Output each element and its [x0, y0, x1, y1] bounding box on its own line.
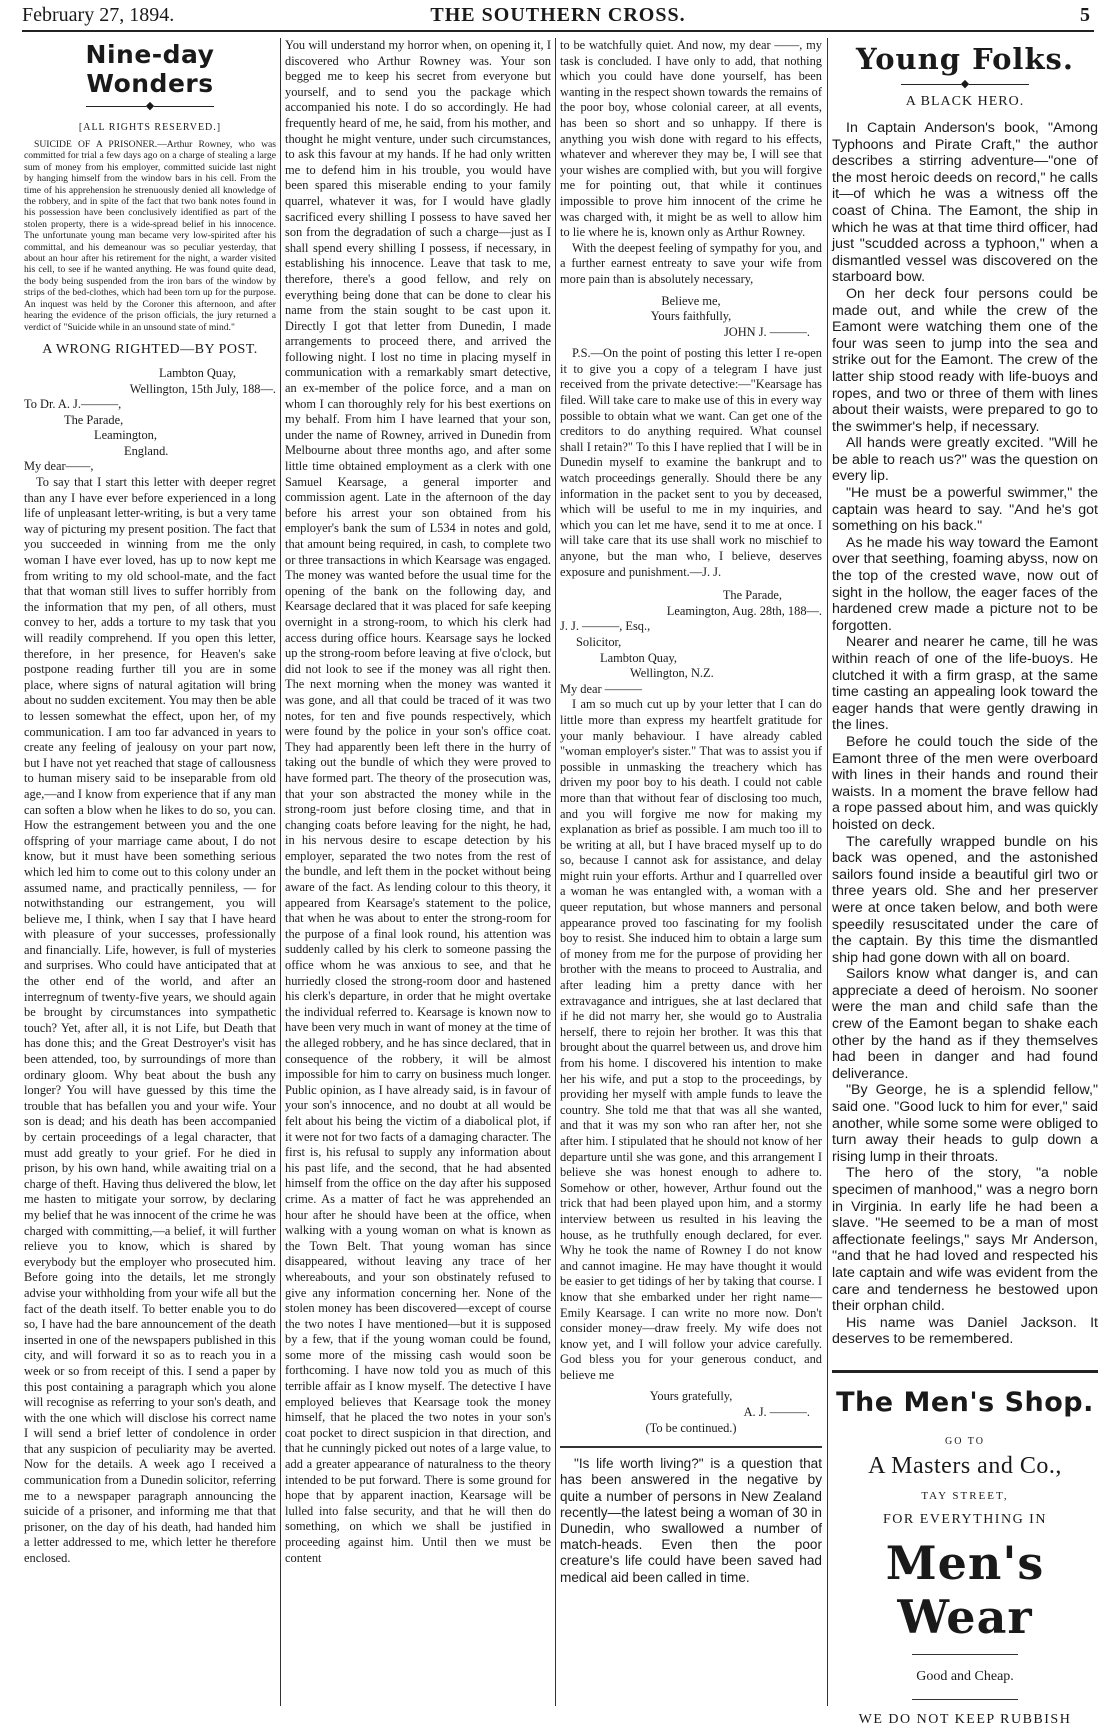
postscript-paragraph: P.S.—On the point of posting this letter I re-open it to give you a copy of a telegram I have just received from the private detective:—"Kearsage has filed. Will take care to make use of this in every way possible to obtain what we want. Can get one of the creditors to do anything required. What counsel shall I retain?" To this I have replied that I will be in Dunedin myself to examine the bankrupt and to watch proceedings generally. Should there be any information in the packet sent to you by deceased, which will be useful to me in my inquiries, and which you can let me have, send it to me at once. I will take care that its use shall work no mischief to anyone, but the man who, I believe, deserves exposure and punishment.—J. J.: [560, 346, 822, 579]
ad-mens-wear: Men's Wear: [885, 1535, 1045, 1644]
story-paragraph: His name was Daniel Jackson. It deserves to be remembered.: [832, 1314, 1098, 1348]
closing-line: Believe me,: [661, 293, 721, 308]
closing-line: Yours gratefully,: [649, 1389, 733, 1404]
salutation: My dear——,: [24, 459, 94, 474]
letter-body: [24, 459, 276, 1566]
ad-firm-name: A Masters and Co.,: [868, 1452, 1062, 1479]
salutation: My dear ———: [560, 681, 642, 696]
story-paragraph: On her deck four persons could be made out, and while the crew of the Eamont were watching them one of the four was seen to jump into the sea and strike out for the Eamont. The crew of the latter ship stood ready with life-buoys and ropes, and two or three of them with lines about their waists, were prepared to go to the swimmer's help, if necessary.: [832, 285, 1098, 435]
letter-body-continued: [285, 38, 551, 1566]
signature: JOHN J. ———.: [723, 324, 810, 339]
letter-paragraph: With the deepest feeling of sympathy for you, and a further earnest entreaty to save your wife from more pain than is absolutely necessary,: [560, 240, 822, 286]
to-be-continued: (To be continued.): [645, 1420, 737, 1435]
letter-header: [24, 366, 276, 460]
letter-paragraph: You will understand my horror when, on opening it, I discovered who Arthur Rowney was. Your son begged me to keep his secret from everyone but yourself, and to send you the package which accompanied his note. I do so accordingly. He had frequently heard of me, he said, from his mother, and thought he might venture, under such circumstances, to ask this favour at my hands. If he had only written me to defend him in his trouble, you would have been spared this miserable ending to your family quarrel, whatever it was, for I would have gladly sacrificed every shilling I possess to have saved her son from the degradation of such a charge—just as I shall spend every shilling I possess, if necessary, in establishing his innocence. Leave that task to me, therefore, there's a good fellow, and rely on everything being done that can be done to clear his name from the stain sought to be cast upon it. Directly I got that letter from Dunedin, I made arrangements to proceed there, and arrived the following night. I lost no time in placing myself in communication with a remarkably smart detective, an ex-member of the police force, and a man on whom I can thoroughly rely for his best exertions on my behalf. From him I have learned that your son, under the name of Rowney, arrived in Dunedin from Melbourne about three months ago, and after some little time obtained employment as a clerk with one Samuel Kearsage, a general importer and commission agent. Late in the afternoon of the day before his arrest your son obtained from his employer's bank the sum of L534 in notes and gold, that amount being required, in cash, to complete two or three transactions in which Kearsage was engaged. The money was wanted before the usual time for the opening of the bank on the following day, and Kearsage declared that it was placed for safe keeping overnight in a strong-room, to which his clerk had access during office hours. Kearsage says he locked up the strong-room before leaving at five o'clock, but did not look to see if the money was all right then. The next morning when the money was wanted it was gone, and all that could be traced of it was two notes, for ten and five pounds respectively, which were found by the police in your son's office coat. They had apparently been left there in the hurry of taking out the bundle of which they were proved to have formed part. The theory of the prosecution was, that your son abstracted the money while in the strong-room just before closing time, and that in changing coats before leaving for the night, he had, in his nervous desire to escape detection by his employer, separated the two notes from the rest of the bundle, and left them in the pocket without being aware of the fact. As lending colour to this theory, it appeared from Kearsage's statement to the police, that when he was about to enter the strong-room for the purpose of a final look round, his attention was suddenly called by his clerk to someone passing the office whom he was anxious to see, and that he hurriedly closed the strong-room door and hastened his clerk's departure, in order that he might overtake the individual referred to. Kearsage is known now to have been very much in want of money at the time of the alleged robbery, and he has since declared, that in consequence of the robbery, it will be almost impossible for him to carry on business much longer. Public opinion, as I have already said, is in favour of your son's innocence, and no doubt at all would be felt about his being the victim of a diabolical plot, if it were not for two facts of a damaging character. The first is, his refusal to supply any information about his past life, and the second, that he had absented himself from the office on the day after his supposed crime. As a matter of fact he was apprehended an hour after he should have been at the office, when walking with a young woman on what is known as the Town Belt. That young woman has since disappeared, without leaving any trace of her whereabouts, and your son obstinately refused to give any information concerning her. None of the stolen money has been discovered—except of course the two notes I have mentioned—but it is supposed by a few, that if the young woman could be found, some more of the missing cash would soon be forthcoming. I have now told you as much of this terrible affair as I know myself. The detective I have employed believes that Kearsage took the money himself, that he placed the two notes in your son's coat pocket to direct suspicion in that direction, and that he cunningly picked out notes of a large value, to add a greater appearance of naturalness to the theory intended to be put forward. There is some ground for hope that by apparent inaction, Kearsage will be lulled into false security, and that he will then do something, on which we shall be justified in proceeding against him. Until then we must be content: [285, 38, 551, 1565]
news-snippet: [560, 1446, 822, 1586]
story-paragraph: "By George, he is a splendid fellow," said one. "Good luck to him for ever," said another, while some some were obliged to turn away their heads to gulp down a rising lump in their throats.: [832, 1082, 1098, 1165]
letter-body-end: [560, 38, 822, 288]
column-3: [560, 38, 822, 1706]
ad-street: TAY STREET,: [921, 1489, 1009, 1502]
column-1: [24, 38, 276, 1706]
postscript: [560, 346, 822, 580]
ad-no-rubbish: WE DO NOT KEEP RUBBISH: [858, 1711, 1072, 1727]
story-paragraph: Before he could touch the side of the Eamont three of the men were overboard with lines in their hands and round their waists. In a moment the brave fellow had a rope passed about him, and was quickly hoisted on deck.: [832, 733, 1098, 833]
recipient-town: Leamington,: [94, 428, 157, 443]
column-divider: [555, 38, 556, 1706]
advertisement-mens-shop: [832, 1370, 1098, 1728]
ad-divider: [912, 1699, 1018, 1700]
sender-date: Wellington, 15th July, 188—.: [129, 381, 276, 396]
sender-address: Lambton Quay,: [159, 365, 236, 380]
ornament-divider: ◆: [832, 78, 1098, 90]
recipient-country: England.: [124, 443, 169, 458]
ad-go-to: GO TO: [945, 1435, 985, 1447]
ad-good-and-cheap: Good and Cheap.: [916, 1668, 1014, 1684]
story-title-black-hero: A BLACK HERO.: [905, 94, 1025, 109]
signature-block: [560, 294, 822, 341]
section-heading-nine-day-wonders: Nine-day Wonders: [85, 40, 215, 98]
signature: A. J. ———.: [743, 1405, 810, 1420]
recipient-name: J. J. ———, Esq.,: [560, 619, 651, 634]
story-paragraph: The carefully wrapped bundle on his back was opened, and the astonished sailors found inside a beautiful girl two or three years old. She and her preserver were at once taken below, and both were speedily resuscitated under the care of the captain. By this time the dismantled ship had gone down with all on board.: [832, 833, 1098, 966]
story-paragraph: Nearer and nearer he came, till he was within reach of one of the life-buoys. He clutched it with a firm grasp, at the same time casting an appealing look toward the eager hands that were gently drawing in the lines.: [832, 634, 1098, 734]
recipient-town: Wellington, N.Z.: [630, 666, 714, 681]
letter-paragraph: to be watchfully quiet. And now, my dear ——, my task is concluded. I have only to add, that nothing which you could have done yourself, has been wanting in the respect shown towards the remains of the poor boy, whose colonial career, at all events, has been so short and so unhappy. If there is anything you wish done with regard to his effects, whatever and wherever they may be, I will see that your wishes are complied with, but you will forgive me for pointing out, that while it continues impossible to prove him innocent of the crime he was charged with, it might be as well to allow him to lie where he is, known only as Arthur Rowney.: [560, 38, 822, 240]
ad-divider: [912, 1654, 1018, 1655]
rights-notice: [ALL RIGHTS RESERVED.]: [78, 122, 222, 133]
newspaper-title: THE SOUTHERN CROSS.: [430, 4, 686, 26]
suicide-report: [24, 139, 276, 333]
ad-headline: The Men's Shop.: [836, 1386, 1094, 1418]
closing-line: Yours faithfully,: [650, 309, 732, 324]
story-paragraph: The hero of the story, "a noble specimen of manhood," was a negro born in Virginia. In early life he had been a slave. "He seemed to be a man of most affectionate feelings," says Mr Anderson, "and that he had loved and respected his late captain and wife was evident from the care and tenderness he bestowed upon their orphan child.: [832, 1165, 1098, 1315]
column-divider: [280, 38, 281, 1706]
recipient-name: To Dr. A. J.———,: [24, 397, 122, 412]
story-paragraph: In Captain Anderson's book, "Among Typhoons and Pirate Craft," the author describes a stirring adventure—"one of the most heroic deeds on record," he calls it—of which he was a witness off the coast of China. The Eamont, the ship in which he was at that time third officer, had just "scudded across a typhoon," when a dismantled vessel was discovered on the starboard bow.: [832, 120, 1098, 286]
issue-date: February 27, 1894.: [22, 4, 175, 26]
story-paragraph: Sailors know what danger is, and can appreciate a deed of heroism. No sooner were the man and child safe than the crew of the Eamont began to shake each other by the hand as if they themselves had been in danger and had found deliverance.: [832, 966, 1098, 1082]
letter-paragraph: I am so much cut up by your letter that I can do little more than express my heartfelt gratitude for your manly behaviour. I have already cabled "woman employer's sister." That was to assist you if possible in unmasking the treachery which has driven my poor boy to his death. I could not cable more than that without fear of disclosing too much, and you will forgive me now for making my explanation as brief as possible. I am much too ill to be writing at all, but I have braced myself up to do so, because I cannot ask for assistance, and delay might ruin your efforts. Arthur and I quarrelled over a woman he was entangled with, a woman with a queer reputation, but whose manners and personal appearance proved too fascinating for my foolish boy to resist. She induced him to obtain a large sum of money from me for the purpose of providing her brother with the means to proceed to Australia, and after leading him a pretty dance with her extravagance and intrigues, she at last declared that if he did not marry her, she would go to Australia herself, there to rejoin her brother. It was this that brought about the quarrel between us, and drove him from his home. I discovered his intention to make her his wife, and put a stop to the proceedings, by providing her myself with ample funds to leave the country. She told me that that was all she wanted, and that it was my son who ran after her, not she after him. I stipulated that he should not know of her departure until she was gone, and this arrangement I believe she was honest enough to adhere to. Somehow or other, however, Arthur found out the trick that had been played upon him, and a stormy interview between us resulted in his leaving the house, as he truthfully enough declared, for ever. Why he took the name of Rowney I do not know and cannot imagine. He may have thought it would be easier to get tidings of her by taking that course. I know that she embarked under her right name—Emily Kearsage. I can write no more now. Don't consider money—draw freely. My wife does not know yet, and I will follow your advice carefully. God bless you for your generous conduct, and believe me: [560, 697, 822, 1382]
story-paragraph: All hands were greatly excited. "Will he be able to reach us?" was the question on every lip.: [832, 435, 1098, 485]
page-number: 5: [1080, 4, 1090, 26]
column-2: [285, 38, 551, 1706]
story-paragraph: As he made his way toward the Eamont over that seething, foaming abyss, now on the top of the crested wave, now out of sight in the hollow, the eager faces of the hardened crew made a picture not to be forgotten.: [832, 534, 1098, 634]
reply-letter-header: [560, 588, 822, 682]
recipient-title: Solicitor,: [576, 634, 622, 649]
letter-paragraph: To say that I start this letter with deeper regret than any I have ever before experienced in a long life of unpleasant letter-writing, is but a very tame way of picturing my present position. The fact that you succeeded in winning from me the only woman I have ever loved, has up to now kept me from writing to my old school-mate, and the fact that that woman still lives to suffer horribly from the information that my pen, of all others, must convey to her, adds a torture to my task that you will readily comprehend. If you open this letter, therefore, in her presence, for Heaven's sake postpone reading further till you are in some place, where signs of natural agitation will bring about no sudden excitement. You may then be able to lessen somewhat the effect, upon her, of my communication. I am too far advanced in years to create any feeling of jealousy on your part now, but I have not yet reached that stage of callousness to human misery said to be inseparable from old age,—and I know from experience that if any man can soften a blow when he likes to do so, you can. How the estrangement between you and the one offspring of your marriage came about, I do not know, but it must have been something serious which led him to come out to this colony under an assumed name, and practically penniless, — for notwithstanding our estrangement, you will believe me, I think, when I say that I have heard with pleasure of your successes, professionally and financially. Life, however, is full of mysteries and surprises. Who could have anticipated that at the other end of the world, and after an interregnum of twenty-five years, we should again be brought by circumstances into sympathetic touch? Yet, after all, it is not Life, but Death that has done this; and the Great Destroyer's visit has been attended, too, by surroundings of more than ordinary gloom. Why beat about the bush any longer? You will have guessed by this time the trouble that has befallen you and your wife. Your son is dead; and his death has been accompanied by certain proceedings of a legal character, that must add greatly to your grief. For he died in prison, by his own hand, while awaiting trial on a charge of theft. Having thus delivered the blow, let me hasten to mitigate your sorrow, by declaring my belief that he was innocent of the crime he was charged with committing,—a belief, it will further relieve you to know, which is shared by everybody but the employer who prosecuted him. Before going into the details, let me strongly advise your withholding from your wife all but the fact of the death itself. To better enable you to do so, I have had the bare announcement of the death inserted in one of the newspapers published in this city, and will forward it so as to reach you in a week or so from receipt of this. I send a paper by this post containing a paragraph which you alone will recognise as referring to your son's death, and with the one which will disclose his correct name I will send a brief letter of condolence in order that any suspicion of peculiarity may be averted. Now for the details. A week ago I received a communication from a Dunedin solicitor, referring me to a newspaper paragraph announcing the suicide of a prisoner, and informing me that that prisoner, on the day of his death, had handed him a letter addressed to me, which letter he therefore enclosed.: [24, 475, 276, 1566]
story-paragraph: "He must be a powerful swimmer," the captain was heard to say. "And he's got something on his back.": [832, 485, 1098, 535]
recipient-street: The Parade,: [64, 412, 124, 427]
reply-letter-body: [560, 682, 822, 1384]
story-title-wrong-righted: A WRONG RIGHTED—BY POST.: [42, 341, 258, 357]
snippet-paragraph: "Is life worth living?" is a question that has been answered in the negative by quite a number of persons in New Zealand recently—the latest being a woman of 30 in Dunedin, who swallowed a number of match-heads. Even then the poor creature's life could have been saved had medical aid been called in time.: [560, 1456, 822, 1585]
masthead: [22, 4, 1094, 32]
column-divider: [827, 38, 828, 1706]
story-body: [832, 120, 1098, 1348]
column-4: [832, 38, 1098, 1727]
ornament-divider: ◆: [24, 100, 276, 112]
section-heading-young-folks: Young Folks.: [856, 42, 1074, 76]
ad-for-everything: FOR EVERYTHING IN: [883, 1511, 1047, 1527]
sender-address: The Parade,: [722, 588, 782, 603]
suicide-paragraph: SUICIDE OF A PRISONER.—Arthur Rowney, who was committed for trial a few days ago on a charge of stealing a large sum of money from his employer, committed suicide last night by hanging himself from the window bars in his cell. From the time of his apprehension he strenuously denied all knowledge of the robbery, and in spite of the fact that two bank notes found in his possession have been conclusively identified as part of the stolen property, there is a wide-spread belief in his innocence. The unfortunate young man became very low-spirited after his committal, and his demeanour was so peculiar yesterday, that about an hour after his retirement for the night, a warder visited his cell, to see if he wanted anything. He was found quite dead, the body being suspended from the iron bars of the window by strips of the bed-clothes, which had been torn up for the purpose. An inquest was held by the Coroner this afternoon, and after hearing the evidence of the prison officials, the jury returned a verdict of "Suicide while in an unsound state of mind.": [24, 139, 276, 333]
sender-date: Leamington, Aug. 28th, 188—.: [666, 603, 822, 618]
recipient-street: Lambton Quay,: [600, 650, 677, 665]
reply-signature-block: [560, 1389, 822, 1436]
